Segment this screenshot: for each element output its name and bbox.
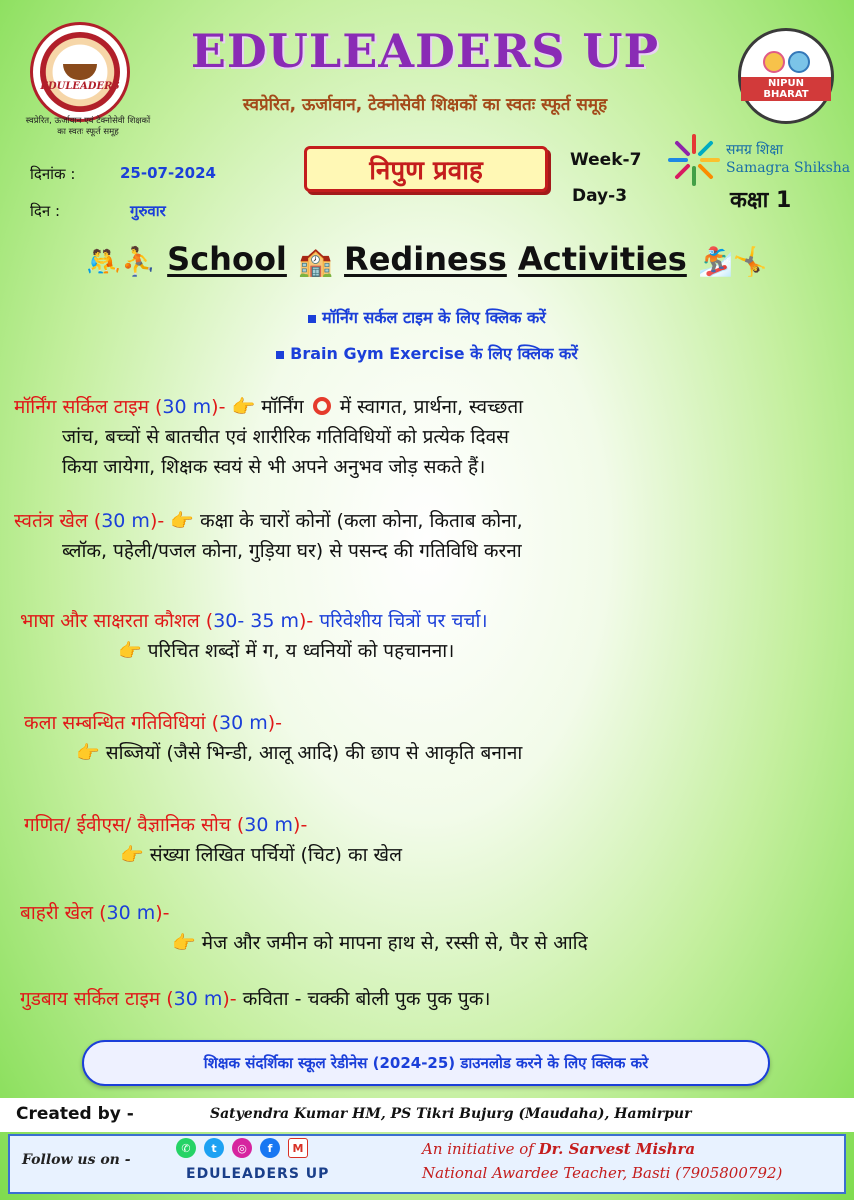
creator-name: Satyendra Kumar HM, PS Tikri Bujurg (Maudaha), Hamirpur bbox=[210, 1106, 692, 1122]
initiative-prefix: An initiative of bbox=[422, 1140, 534, 1158]
section-line: में स्वागत, प्रार्थना, स्वच्छता bbox=[339, 396, 524, 418]
initiative-name: Dr. Sarvest Mishra bbox=[538, 1140, 696, 1158]
samagra-hindi: समग्र शिक्षा bbox=[726, 142, 783, 158]
section-math-evs: गणित/ ईवीएस/ वैज्ञानिक सोच (30 m)- 👉 संख्या लिखित पर्चियों (चिट) का खेल bbox=[24, 814, 402, 866]
section-line: मॉर्निंग bbox=[261, 396, 304, 418]
bullet-square-icon bbox=[276, 351, 284, 359]
section-line: मेज और जमीन को मापना हाथ से, रस्सी से, पैर से आदि bbox=[201, 932, 588, 954]
section-line: सब्जियों (जैसे भिन्डी, आलू आदि) की छाप से आकृति बनाना bbox=[105, 742, 523, 764]
follow-us-label: Follow us on - bbox=[22, 1152, 131, 1168]
pointing-hand-icon: 👉 bbox=[120, 844, 144, 866]
morning-circle-link[interactable] bbox=[0, 306, 854, 328]
footer-brand: EDULEADERS UP bbox=[186, 1166, 330, 1182]
section-heading: भाषा और साक्षरता कौशल bbox=[20, 610, 200, 632]
section-duration: 30 m bbox=[173, 988, 223, 1010]
title-word-activities: Activities bbox=[517, 240, 687, 278]
day-number: Day-3 bbox=[572, 186, 628, 206]
created-by-label: Created by - bbox=[16, 1104, 134, 1124]
pointing-hand-icon: 👉 bbox=[231, 396, 256, 418]
title-word-school: School bbox=[167, 240, 287, 278]
initiative-line bbox=[422, 1140, 695, 1158]
brain-gym-link-text: Brain Gym Exercise के लिए क्लिक करें bbox=[290, 344, 578, 363]
download-guide-button[interactable]: शिक्षक संदर्शिका स्कूल रेडीनेस (2024-25) डाउनलोड करने के लिए क्लिक करे bbox=[82, 1040, 770, 1086]
pointing-hand-icon: 👉 bbox=[172, 932, 196, 954]
brain-gym-link[interactable] bbox=[0, 342, 854, 364]
nipun-bharat-logo bbox=[738, 28, 834, 124]
section-heading: गुडबाय सर्किल टाइम bbox=[20, 988, 161, 1010]
section-art-activities: कला सम्बन्धित गतिविधियां (30 m)- 👉 सब्जियों (जैसे भिन्डी, आलू आदि) की छाप से आकृति बनाना bbox=[24, 712, 523, 764]
date-value: 25-07-2024 bbox=[120, 164, 216, 182]
section-heading: मॉर्निंग सर्किल टाइम bbox=[14, 396, 149, 418]
section-heading: स्वतंत्र खेल bbox=[14, 510, 88, 532]
wrestling-icon: 🤼 bbox=[86, 244, 122, 278]
morning-circle-link-text: मॉर्निंग सर्कल टाइम के लिए क्लिक करें bbox=[322, 308, 546, 327]
title-word-rediness: Rediness bbox=[344, 240, 507, 278]
eduleaders-logo bbox=[30, 22, 130, 122]
samagra-english: Samagra Shiksha bbox=[726, 160, 851, 176]
section-duration: 30 m bbox=[219, 712, 268, 734]
pointing-hand-icon: 👉 bbox=[170, 510, 194, 532]
section-language-literacy: भाषा और साक्षरता कौशल (30- 35 m)- परिवेशीय चित्रों पर चर्चा। 👉 परिचित शब्दों में ग, य ध्वनियों को पहचानना। bbox=[20, 610, 488, 662]
section-line: किया जायेगा, शिक्षक स्वयं से भी अपने अनुभव जोड़ सकते हैं। bbox=[62, 456, 486, 478]
logo-tagline: स्वप्रेरित, ऊर्जावान एवं टेक्नोसेवी शिक्षकों का स्वतः स्फूर्त समूह bbox=[25, 116, 151, 137]
pointing-hand-icon: 👉 bbox=[76, 742, 100, 764]
section-line: परिचित शब्दों में ग, य ध्वनियों को पहचानना। bbox=[147, 640, 455, 662]
section-line: जांच, बच्चों से बातचीत एवं शारीरिक गतिविधियों को प्रत्येक दिवस bbox=[62, 426, 509, 448]
section-free-play: स्वतंत्र खेल (30 m)- 👉 कक्षा के चारों कोनों (कला कोना, किताब कोना, ब्लॉक, पहेली/पजल कोना, गुड़िया घर) से पसन्द की गतिविधि करना bbox=[14, 506, 844, 566]
date-label: दिनांक : bbox=[30, 165, 76, 183]
social-icons bbox=[176, 1138, 308, 1158]
section-line: कक्षा के चारों कोनों (कला कोना, किताब कोना, bbox=[200, 510, 523, 532]
whatsapp-icon[interactable]: ✆ bbox=[176, 1138, 196, 1158]
brand-title: EDULEADERS UP bbox=[190, 24, 660, 78]
day-label: दिन : bbox=[30, 202, 60, 220]
awardee-line: National Awardee Teacher, Basti (7905800792) bbox=[422, 1164, 783, 1182]
children-faces-icon bbox=[763, 51, 810, 73]
circle-icon bbox=[313, 397, 331, 415]
instagram-icon[interactable]: ◎ bbox=[232, 1138, 252, 1158]
snowboard-icon: 🏂 bbox=[697, 244, 733, 278]
bowl-icon bbox=[40, 32, 120, 112]
section-heading: कला सम्बन्धित गतिविधियां bbox=[24, 712, 206, 734]
brand-subtitle: स्वप्रेरित, ऊर्जावान, टेक्नोसेवी शिक्षकों का स्वतः स्फूर्त समूह bbox=[242, 95, 608, 115]
class-label: कक्षा 1 bbox=[730, 188, 792, 213]
section-heading: बाहरी खेल bbox=[20, 902, 94, 924]
gmail-icon[interactable]: M bbox=[288, 1138, 308, 1158]
section-line: संख्या लिखित पर्चियों (चिट) का खेल bbox=[149, 844, 402, 866]
section-heading: गणित/ ईवीएस/ वैज्ञानिक सोच bbox=[24, 814, 231, 836]
nipun-pravah-badge: निपुण प्रवाह bbox=[304, 146, 548, 192]
school-icon: 🏫 bbox=[298, 244, 333, 278]
samagra-shiksha-logo-icon bbox=[666, 132, 722, 188]
cartwheel-icon: 🤸 bbox=[732, 244, 768, 278]
activities-title bbox=[40, 240, 814, 278]
facebook-icon[interactable]: f bbox=[260, 1138, 280, 1158]
section-duration: 30 m bbox=[106, 902, 156, 924]
basketball-player-icon: ⛹ bbox=[121, 244, 157, 278]
section-duration: 30- 35 m bbox=[213, 610, 299, 632]
section-line: ब्लॉक, पहेली/पजल कोना, गुड़िया घर) से पसन्द की गतिविधि करना bbox=[62, 540, 522, 562]
week-label: Week-7 bbox=[570, 150, 642, 170]
day-value: गुरुवार bbox=[130, 202, 166, 220]
section-goodbye-circle: गुडबाय सर्किल टाइम (30 m)- कविता - चक्की बोली पुक पुक पुक। bbox=[20, 988, 491, 1010]
section-duration: 30 m bbox=[244, 814, 294, 836]
section-duration: 30 m bbox=[162, 396, 212, 418]
section-topic: परिवेशीय चित्रों पर चर्चा। bbox=[319, 610, 488, 632]
bullet-square-icon bbox=[308, 315, 316, 323]
logo-text: EDULEADERS bbox=[40, 81, 120, 92]
twitter-icon[interactable]: t bbox=[204, 1138, 224, 1158]
section-line: कविता - चक्की बोली पुक पुक पुक। bbox=[242, 988, 491, 1010]
section-morning-circle: मॉर्निंग सर्किल टाइम (30 m)- 👉 मॉर्निंग में स्वागत, प्रार्थना, स्वच्छता जांच, बच्चों से बातचीत एवं शारीरिक गतिविधियों को प्रत्येक दिवस किया जायेगा, शिक्षक स्वयं से भी अपने अनुभव जोड़ सकते हैं। bbox=[14, 392, 844, 482]
pointing-hand-icon: 👉 bbox=[118, 640, 142, 662]
section-duration: 30 m bbox=[101, 510, 150, 532]
section-outdoor-play: बाहरी खेल (30 m)- 👉 मेज और जमीन को मापना हाथ से, रस्सी से, पैर से आदि bbox=[20, 902, 588, 954]
nipun-bharat-text: NIPUN BHARAT bbox=[741, 77, 831, 101]
